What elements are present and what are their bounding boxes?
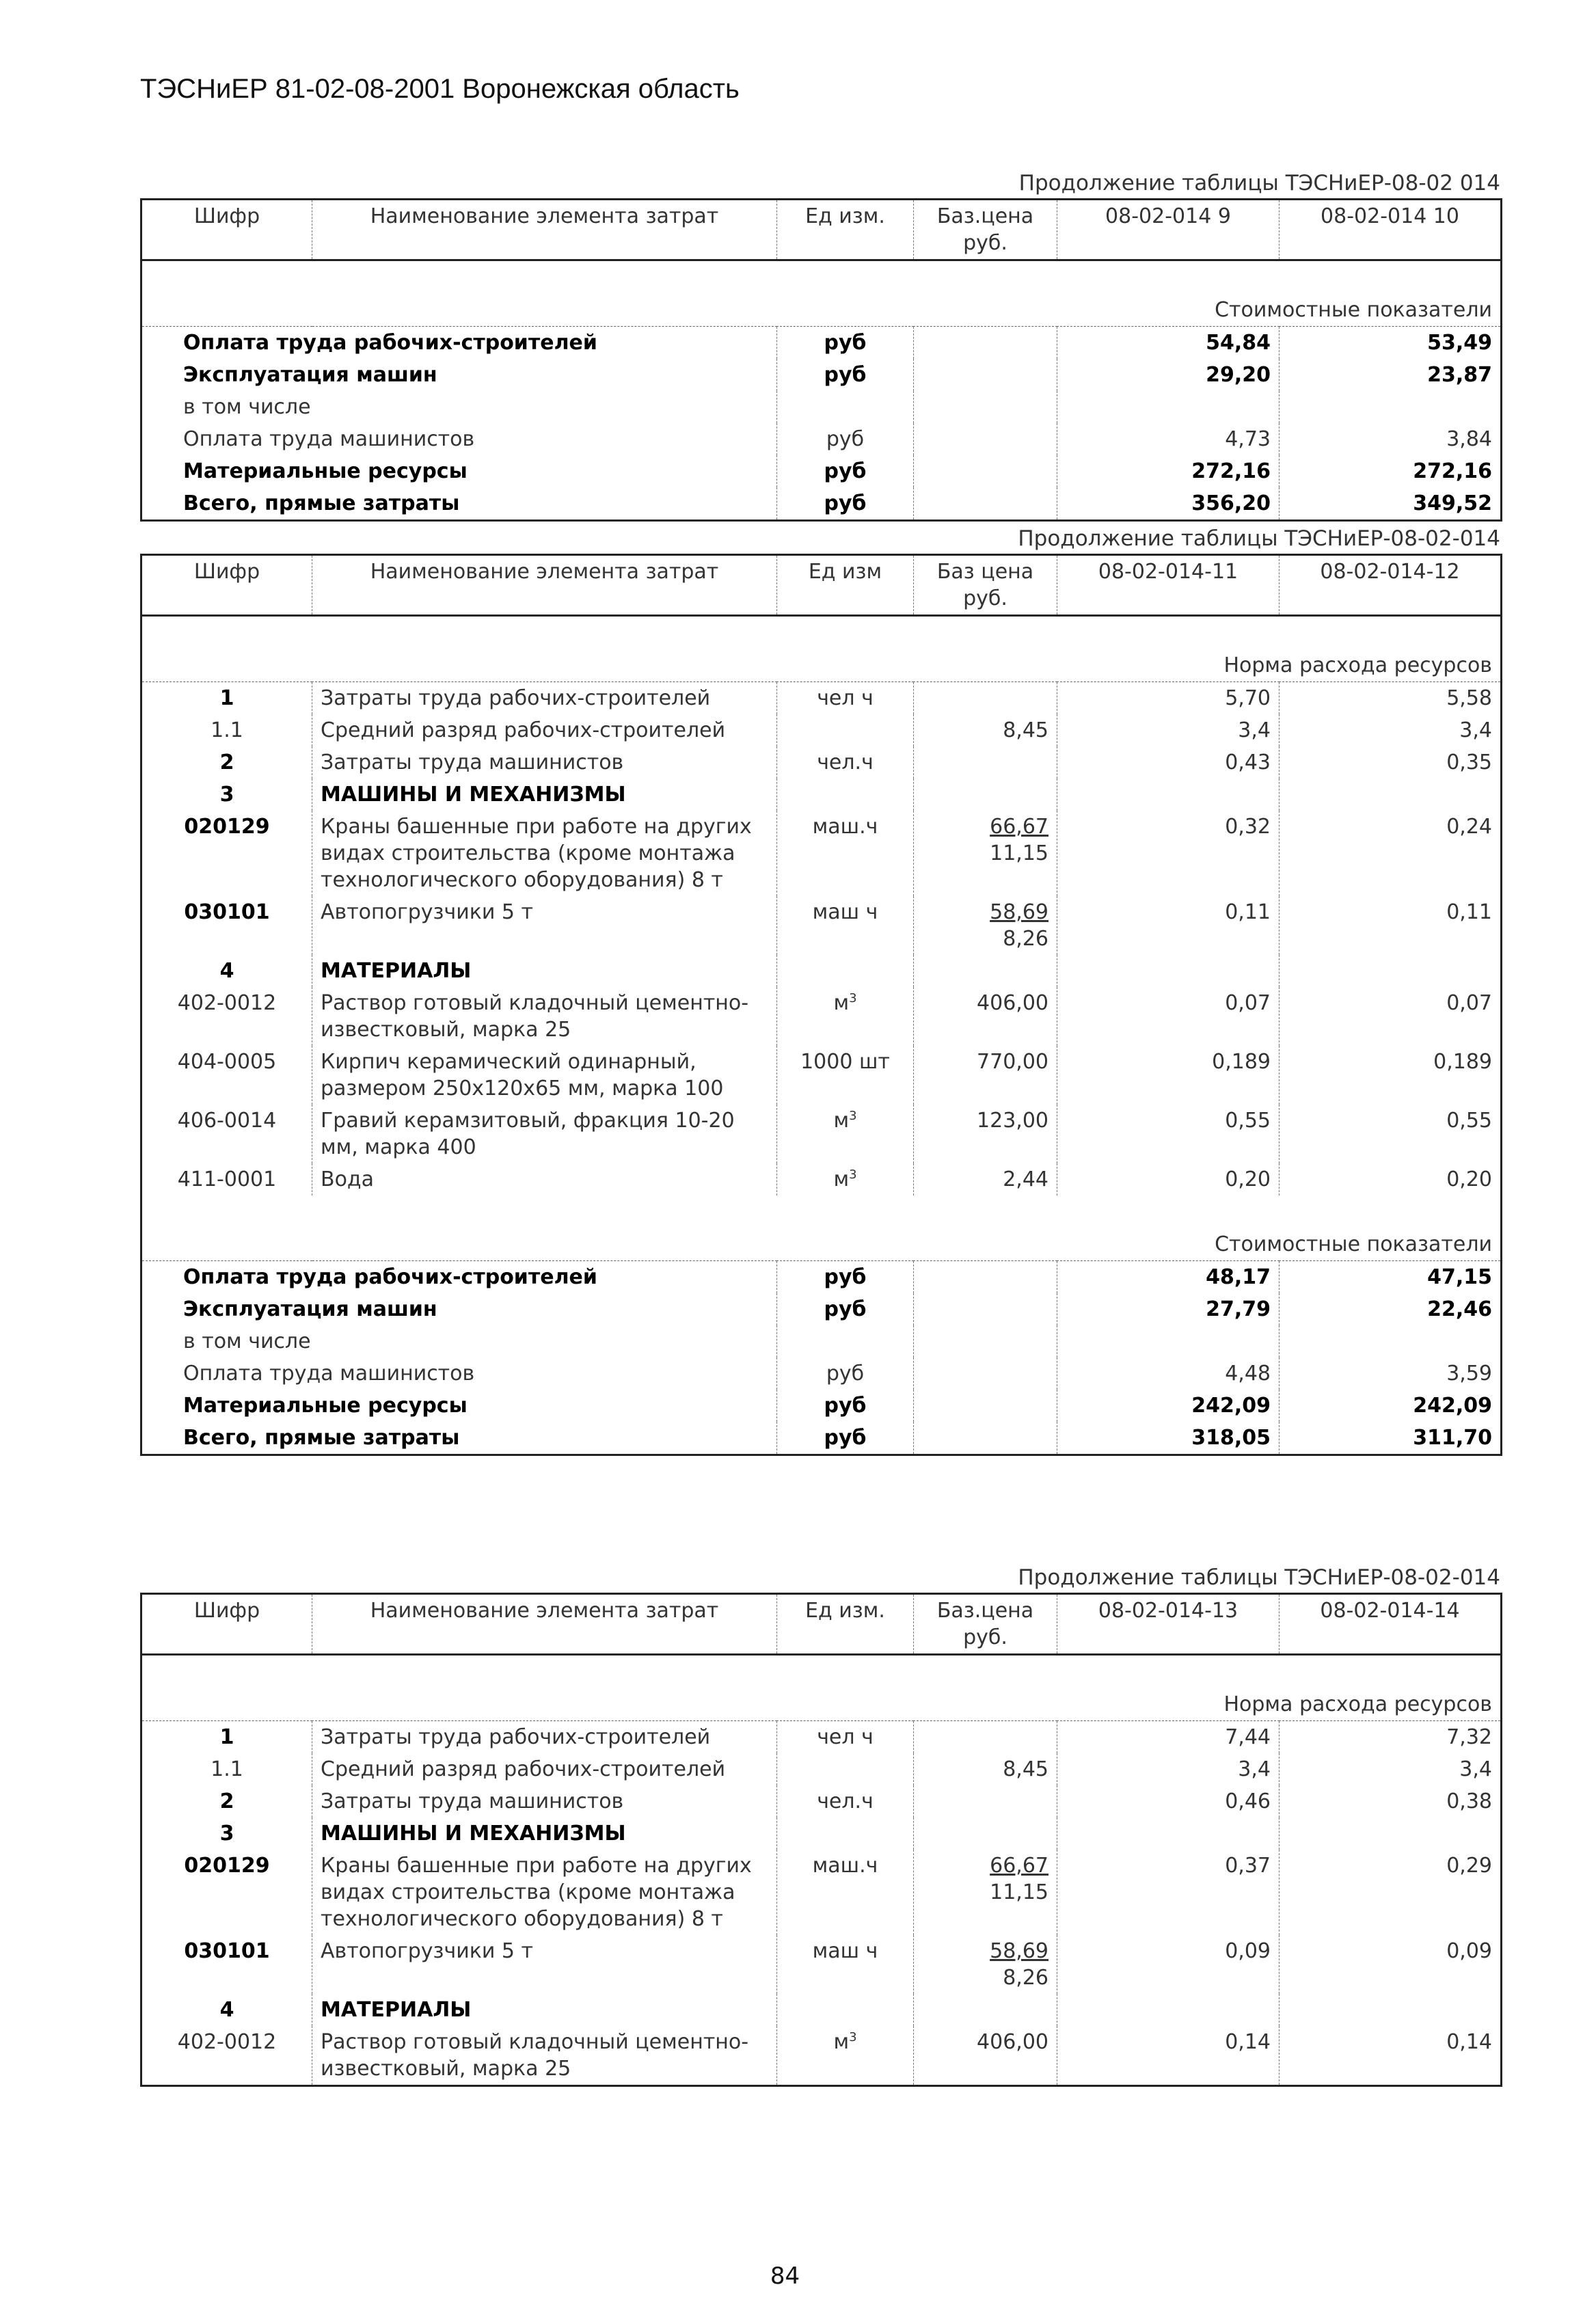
row-value-a: 0,11 xyxy=(1057,896,1280,955)
summary-label: Материальные ресурсы xyxy=(183,1394,468,1418)
summary-value-a: 272,16 xyxy=(1057,455,1280,487)
row-unit: чел ч xyxy=(777,1721,914,1754)
row-value-a: 0,189 xyxy=(1057,1046,1280,1105)
row-name: Затраты труда машинистов xyxy=(312,1785,777,1818)
summary-value-b: 3,84 xyxy=(1280,423,1502,455)
row-name: Автопогрузчики 5 т xyxy=(312,896,777,955)
resource-row xyxy=(141,1721,1502,1754)
row-price: 8,45 xyxy=(914,1753,1057,1785)
unit-text: м xyxy=(833,1109,850,1133)
resource-row xyxy=(141,811,1502,896)
summary-label: Материальные ресурсы xyxy=(183,459,468,483)
summary-value-a: 318,05 xyxy=(1057,1422,1280,1455)
row-code: 4 xyxy=(219,1998,234,2022)
summary-value-a: 356,20 xyxy=(1057,487,1280,521)
row-name: Затраты труда машинистов xyxy=(312,746,777,779)
col-header-price: Баз.цена руб. xyxy=(914,1594,1057,1655)
summary-label: Оплата труда машинистов xyxy=(183,427,475,451)
summary-price xyxy=(914,1261,1057,1294)
row-price: 123,00 xyxy=(914,1105,1057,1163)
row-value-b: 0,55 xyxy=(1280,1105,1502,1163)
summary-label: Оплата труда рабочих-строителей xyxy=(183,1265,597,1289)
summary-value-b: 311,70 xyxy=(1280,1422,1502,1455)
row-name: Затраты труда рабочих-строителей xyxy=(312,1721,777,1754)
row-value-a xyxy=(1057,1818,1280,1850)
row-code: 030101 xyxy=(184,900,270,924)
row-unit: чел.ч xyxy=(777,1785,914,1818)
row-price xyxy=(914,1818,1057,1850)
resource-row xyxy=(141,1105,1502,1163)
summary-row xyxy=(141,487,1502,521)
row-unit xyxy=(777,1818,914,1850)
summary-label: в том числе xyxy=(183,395,311,419)
row-value-b: 0,07 xyxy=(1280,987,1502,1046)
summary-unit: руб xyxy=(777,1261,914,1294)
table-header-row xyxy=(141,1594,1502,1655)
row-value-a: 5,70 xyxy=(1057,682,1280,715)
summary-value-b: 272,16 xyxy=(1280,455,1502,487)
col-header-unit: Ед изм xyxy=(777,555,914,616)
cost-table-1 xyxy=(140,198,1502,522)
row-name: МАТЕРИАЛЫ xyxy=(312,955,777,987)
summary-unit xyxy=(777,1325,914,1357)
resource-row xyxy=(141,1850,1502,1935)
col-header-name: Наименование элемента затрат xyxy=(312,555,777,616)
cost-table-2 xyxy=(140,554,1502,1456)
summary-unit: руб xyxy=(777,423,914,455)
resource-row xyxy=(141,779,1502,811)
row-value-b: 0,29 xyxy=(1280,1850,1502,1935)
row-value-b: 0,38 xyxy=(1280,1785,1502,1818)
col-header-unit: Ед изм. xyxy=(777,1594,914,1655)
row-value-a: 0,46 xyxy=(1057,1785,1280,1818)
summary-price xyxy=(914,1325,1057,1357)
continuation-caption: Продолжение таблицы ТЭСНиЕР-08-02-014 xyxy=(1018,1565,1500,1590)
row-value-a: 0,14 xyxy=(1057,2026,1280,2086)
price-secondary: 11,15 xyxy=(990,1880,1048,1904)
row-code: 2 xyxy=(219,1789,234,1813)
row-name: МАТЕРИАЛЫ xyxy=(312,1994,777,2026)
row-code: 3 xyxy=(219,1822,234,1846)
row-value-b xyxy=(1280,1994,1502,2026)
row-unit: маш ч xyxy=(777,896,914,955)
row-price xyxy=(914,955,1057,987)
summary-value-b: 53,49 xyxy=(1280,327,1502,360)
resource-row xyxy=(141,746,1502,779)
row-name: Раствор готовый кладочный цементно-известковый, марка 25 xyxy=(312,987,777,1046)
col-header-code-b: 08-02-014 10 xyxy=(1280,200,1502,260)
row-price xyxy=(914,1785,1057,1818)
summary-value-b: 47,15 xyxy=(1280,1261,1502,1294)
summary-value-a: 29,20 xyxy=(1057,359,1280,391)
summary-unit: руб xyxy=(777,1357,914,1390)
summary-row xyxy=(141,1261,1502,1294)
row-value-b: 3,4 xyxy=(1280,1753,1502,1785)
summary-unit: руб xyxy=(777,487,914,521)
row-value-b: 0,14 xyxy=(1280,2026,1502,2086)
row-name: Гравий керамзитовый, фракция 10-20 мм, марка 400 xyxy=(312,1105,777,1163)
col-header-name: Наименование элемента затрат xyxy=(312,1594,777,1655)
row-unit: маш.ч xyxy=(777,811,914,896)
unit-text: м xyxy=(833,991,850,1015)
row-name: Краны башенные при работе на других видах строительства (кроме монтажа технологического оборудования) 8 т xyxy=(312,1850,777,1935)
resource-row xyxy=(141,987,1502,1046)
resource-row xyxy=(141,1163,1502,1195)
summary-row xyxy=(141,423,1502,455)
row-value-b: 0,11 xyxy=(1280,896,1502,955)
row-value-b: 5,58 xyxy=(1280,682,1502,715)
row-value-b xyxy=(1280,779,1502,811)
summary-value-b: 23,87 xyxy=(1280,359,1502,391)
unit-text: м xyxy=(833,2030,850,2054)
col-header-code-b: 08-02-014-12 xyxy=(1280,555,1502,616)
resource-row xyxy=(141,1935,1502,1994)
row-price: 770,00 xyxy=(914,1046,1057,1105)
summary-value-b xyxy=(1280,391,1502,423)
col-header-unit: Ед изм. xyxy=(777,200,914,260)
row-value-b: 0,35 xyxy=(1280,746,1502,779)
row-code: 4 xyxy=(219,959,234,983)
row-code: 1.1 xyxy=(211,1757,243,1781)
summary-label: Всего, прямые затраты xyxy=(183,1426,460,1450)
summary-unit: руб xyxy=(777,455,914,487)
summary-unit: руб xyxy=(777,327,914,360)
row-name: Автопогрузчики 5 т xyxy=(312,1935,777,1994)
resource-row xyxy=(141,714,1502,746)
summary-unit: руб xyxy=(777,1293,914,1325)
unit-exponent: 3 xyxy=(849,2030,857,2044)
summary-value-a: 242,09 xyxy=(1057,1390,1280,1422)
col-header-code: Шифр xyxy=(141,200,312,260)
row-price xyxy=(914,1850,1057,1935)
row-value-a: 0,55 xyxy=(1057,1105,1280,1163)
resource-row xyxy=(141,1785,1502,1818)
summary-value-a xyxy=(1057,391,1280,423)
summary-price xyxy=(914,1422,1057,1455)
price-primary: 58,69 xyxy=(990,1939,1048,1963)
resource-row xyxy=(141,1046,1502,1105)
page-number: 84 xyxy=(770,2262,800,2290)
row-value-b xyxy=(1280,1818,1502,1850)
summary-label: Эксплуатация машин xyxy=(183,363,437,387)
row-unit xyxy=(777,955,914,987)
row-value-a: 3,4 xyxy=(1057,1753,1280,1785)
row-value-b: 0,20 xyxy=(1280,1163,1502,1195)
summary-row xyxy=(141,1293,1502,1325)
row-value-b: 0,189 xyxy=(1280,1046,1502,1105)
summary-label: Оплата труда машинистов xyxy=(183,1362,475,1386)
row-code: 404-0005 xyxy=(177,1050,277,1074)
row-unit xyxy=(777,987,914,1046)
row-unit: чел.ч xyxy=(777,746,914,779)
summary-value-b xyxy=(1280,1325,1502,1357)
unit-text: м xyxy=(833,1167,850,1191)
row-name: МАШИНЫ И МЕХАНИЗМЫ xyxy=(312,779,777,811)
row-price xyxy=(914,1935,1057,1994)
row-unit xyxy=(777,779,914,811)
summary-row xyxy=(141,327,1502,360)
row-code: 402-0012 xyxy=(177,991,277,1015)
row-value-a xyxy=(1057,955,1280,987)
summary-value-a: 4,48 xyxy=(1057,1357,1280,1390)
summary-row xyxy=(141,1390,1502,1422)
row-price xyxy=(914,896,1057,955)
continuation-caption: Продолжение таблицы ТЭСНиЕР-08-02 014 xyxy=(1018,171,1500,195)
summary-value-a: 48,17 xyxy=(1057,1261,1280,1294)
row-name: Затраты труда рабочих-строителей xyxy=(312,682,777,715)
row-value-b: 0,09 xyxy=(1280,1935,1502,1994)
page-title: ТЭСНиЕР 81-02-08-2001 Воронежская область xyxy=(140,74,740,104)
col-header-code: Шифр xyxy=(141,555,312,616)
row-value-a: 0,37 xyxy=(1057,1850,1280,1935)
section-caption: Стоимостные показатели xyxy=(141,1228,1502,1261)
col-header-code: Шифр xyxy=(141,1594,312,1655)
row-name: Краны башенные при работе на других видах строительства (кроме монтажа технологического оборудования) 8 т xyxy=(312,811,777,896)
row-price: 8,45 xyxy=(914,714,1057,746)
summary-row xyxy=(141,1325,1502,1357)
row-code: 3 xyxy=(219,783,234,807)
section-caption: Стоимостные показатели xyxy=(141,294,1502,327)
summary-value-a: 4,73 xyxy=(1057,423,1280,455)
row-unit xyxy=(777,1753,914,1785)
summary-unit: руб xyxy=(777,1422,914,1455)
summary-unit: руб xyxy=(777,1390,914,1422)
row-unit: чел ч xyxy=(777,682,914,715)
table-header-row xyxy=(141,555,1502,616)
row-price xyxy=(914,779,1057,811)
resource-row xyxy=(141,955,1502,987)
row-code: 1 xyxy=(219,686,234,710)
summary-price xyxy=(914,391,1057,423)
row-unit xyxy=(777,714,914,746)
row-value-b: 7,32 xyxy=(1280,1721,1502,1754)
summary-label: Эксплуатация машин xyxy=(183,1297,437,1321)
price-primary: 58,69 xyxy=(990,900,1048,924)
row-value-a: 0,43 xyxy=(1057,746,1280,779)
price-secondary: 8,26 xyxy=(1003,927,1048,951)
summary-value-b: 349,52 xyxy=(1280,487,1502,521)
price-primary: 66,67 xyxy=(990,1854,1048,1878)
row-code: 1 xyxy=(219,1725,234,1749)
col-header-name: Наименование элемента затрат xyxy=(312,200,777,260)
row-code: 2 xyxy=(219,751,234,774)
row-price xyxy=(914,682,1057,715)
summary-price xyxy=(914,487,1057,521)
row-value-a: 3,4 xyxy=(1057,714,1280,746)
row-unit: 1000 шт xyxy=(777,1046,914,1105)
summary-price xyxy=(914,1293,1057,1325)
row-price: 2,44 xyxy=(914,1163,1057,1195)
summary-value-b: 22,46 xyxy=(1280,1293,1502,1325)
summary-price xyxy=(914,1357,1057,1390)
resource-row xyxy=(141,1994,1502,2026)
summary-value-b: 3,59 xyxy=(1280,1357,1502,1390)
summary-value-a xyxy=(1057,1325,1280,1357)
col-header-code-b: 08-02-014-14 xyxy=(1280,1594,1502,1655)
row-value-a: 7,44 xyxy=(1057,1721,1280,1754)
row-unit xyxy=(777,1105,914,1163)
unit-exponent: 3 xyxy=(849,1167,857,1182)
row-code: 402-0012 xyxy=(177,2030,277,2054)
section-caption: Норма расхода ресурсов xyxy=(141,1688,1502,1721)
section-caption: Норма расхода ресурсов xyxy=(141,649,1502,682)
row-name: МАШИНЫ И МЕХАНИЗМЫ xyxy=(312,1818,777,1850)
table-header-row xyxy=(141,200,1502,260)
summary-label: Оплата труда рабочих-строителей xyxy=(183,331,597,355)
row-price: 406,00 xyxy=(914,987,1057,1046)
row-value-b xyxy=(1280,955,1502,987)
summary-unit xyxy=(777,391,914,423)
row-code: 406-0014 xyxy=(177,1109,277,1133)
summary-row xyxy=(141,1422,1502,1455)
row-unit xyxy=(777,2026,914,2086)
summary-row xyxy=(141,455,1502,487)
row-code: 1.1 xyxy=(211,718,243,742)
row-code: 020129 xyxy=(184,815,270,839)
row-unit xyxy=(777,1994,914,2026)
row-name: Вода xyxy=(312,1163,777,1195)
row-name: Средний разряд рабочих-строителей xyxy=(312,714,777,746)
resource-row xyxy=(141,2026,1502,2086)
col-header-code-a: 08-02-014 9 xyxy=(1057,200,1280,260)
resource-row xyxy=(141,896,1502,955)
row-name: Кирпич керамический одинарный, размером 250х120х65 мм, марка 100 xyxy=(312,1046,777,1105)
row-value-b: 3,4 xyxy=(1280,714,1502,746)
cost-table-3 xyxy=(140,1593,1502,2087)
col-header-code-a: 08-02-014-13 xyxy=(1057,1594,1280,1655)
summary-label: в том числе xyxy=(183,1329,311,1353)
row-value-a: 0,32 xyxy=(1057,811,1280,896)
col-header-price: Баз.цена руб. xyxy=(914,200,1057,260)
row-value-a: 0,07 xyxy=(1057,987,1280,1046)
summary-label: Всего, прямые затраты xyxy=(183,491,460,515)
col-header-price: Баз цена руб. xyxy=(914,555,1057,616)
summary-price xyxy=(914,327,1057,360)
row-unit xyxy=(777,1163,914,1195)
unit-exponent: 3 xyxy=(849,1109,857,1123)
summary-value-b: 242,09 xyxy=(1280,1390,1502,1422)
row-value-a xyxy=(1057,1994,1280,2026)
price-secondary: 8,26 xyxy=(1003,1966,1048,1990)
resource-row xyxy=(141,1818,1502,1850)
row-price xyxy=(914,1994,1057,2026)
row-price xyxy=(914,746,1057,779)
col-header-code-a: 08-02-014-11 xyxy=(1057,555,1280,616)
row-code: 411-0001 xyxy=(177,1167,277,1191)
summary-row xyxy=(141,1357,1502,1390)
row-value-a: 0,09 xyxy=(1057,1935,1280,1994)
price-secondary: 11,15 xyxy=(990,841,1048,865)
summary-price xyxy=(914,359,1057,391)
row-value-b: 0,24 xyxy=(1280,811,1502,896)
summary-value-a: 27,79 xyxy=(1057,1293,1280,1325)
row-price xyxy=(914,811,1057,896)
row-unit: маш.ч xyxy=(777,1850,914,1935)
summary-unit: руб xyxy=(777,359,914,391)
row-name: Раствор готовый кладочный цементно-известковый, марка 25 xyxy=(312,2026,777,2086)
price-primary: 66,67 xyxy=(990,815,1048,839)
summary-price xyxy=(914,423,1057,455)
row-code: 020129 xyxy=(184,1854,270,1878)
row-code: 030101 xyxy=(184,1939,270,1963)
summary-price xyxy=(914,1390,1057,1422)
summary-value-a: 54,84 xyxy=(1057,327,1280,360)
summary-row xyxy=(141,359,1502,391)
row-name: Средний разряд рабочих-строителей xyxy=(312,1753,777,1785)
row-unit: маш ч xyxy=(777,1935,914,1994)
continuation-caption: Продолжение таблицы ТЭСНиЕР-08-02-014 xyxy=(1018,526,1500,551)
row-value-a xyxy=(1057,779,1280,811)
resource-row xyxy=(141,682,1502,715)
row-price: 406,00 xyxy=(914,2026,1057,2086)
unit-exponent: 3 xyxy=(849,991,857,1005)
summary-row xyxy=(141,391,1502,423)
resource-row xyxy=(141,1753,1502,1785)
row-value-a: 0,20 xyxy=(1057,1163,1280,1195)
summary-price xyxy=(914,455,1057,487)
row-price xyxy=(914,1721,1057,1754)
